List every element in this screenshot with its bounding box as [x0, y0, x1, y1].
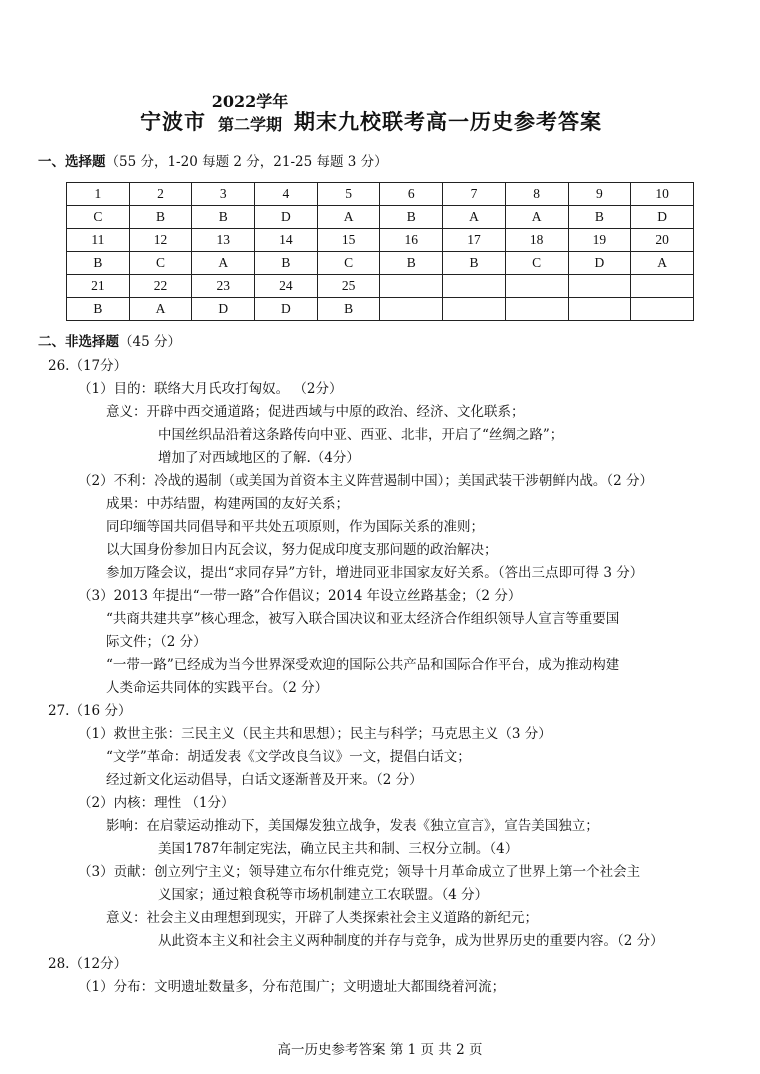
title-rest: 期末九校联考高一历史参考答案: [294, 109, 602, 134]
section-1-label: 一、选择题: [38, 154, 106, 170]
answer-line: （2）不利：冷战的遏制（或美国为首资本主义阵营遏制中国）；美国武装干涉朝鲜内战。（2 分）: [78, 473, 653, 489]
answer-line: 成果：中苏结盟，构建两国的友好关系；: [106, 496, 349, 512]
question-number-cell: 11: [67, 229, 130, 252]
question-number-cell: 19: [568, 229, 631, 252]
question-number-cell: 9: [568, 183, 631, 206]
answer-line: 同印缅等国共同倡导和平共处五项原则，作为国际关系的准则；: [106, 519, 484, 535]
title-term: 第二学期: [217, 115, 282, 134]
question-number-cell: 5: [317, 183, 380, 206]
question-number-cell: 12: [129, 229, 192, 252]
answer-line: 人类命运共同体的实践平台。（2 分）: [106, 680, 329, 696]
question-number-row: [67, 275, 694, 298]
question-number-cell: 7: [443, 183, 506, 206]
question-number-cell: [568, 275, 631, 298]
question-number-cell: [443, 275, 506, 298]
answer-letter-cell: [443, 298, 506, 321]
answer-letter-cell: B: [129, 206, 192, 229]
section-2-label: 二、非选择题: [38, 334, 119, 350]
answer-letter-cell: B: [317, 298, 380, 321]
answer-letter-cell: B: [443, 252, 506, 275]
section-2-heading: [38, 330, 181, 354]
answer-letter-cell: B: [568, 206, 631, 229]
answer-line: 以大国身份参加日内瓦会议，努力促成印度支那问题的政治解决；: [106, 542, 498, 558]
answer-letter-cell: A: [631, 252, 694, 275]
question-number-cell: 1: [67, 183, 130, 206]
question-number-cell: 21: [67, 275, 130, 298]
answer-letter-cell: A: [129, 298, 192, 321]
question-number-cell: 6: [380, 183, 443, 206]
question-number-row: [67, 183, 694, 206]
title-year-term: [210, 90, 290, 136]
answer-letter-cell: [568, 298, 631, 321]
q27-header: 27.（16 分）: [48, 703, 132, 719]
answer-letter-cell: D: [255, 298, 318, 321]
question-number-cell: [505, 275, 568, 298]
section-1-heading: [38, 150, 388, 174]
answer-letter-cell: A: [505, 206, 568, 229]
answer-letter-cell: [505, 298, 568, 321]
answer-line: 美国1787年制定宪法，确立民主共和制、三权分立制。（4）: [158, 841, 519, 857]
answer-line: 中国丝织品沿着这条路传向中亚、西亚、北非，开启了“丝绸之路”；: [158, 427, 564, 443]
answer-line: （3）贡献：创立列宁主义；领导建立布尔什维克党；领导十月革命成立了世界上第一个社会主: [78, 864, 641, 880]
answer-line: 意义：社会主义由理想到现实，开辟了人类探索社会主义道路的新纪元；: [106, 910, 538, 926]
question-number-cell: 22: [129, 275, 192, 298]
answer-letter-cell: B: [67, 252, 130, 275]
answer-line: （1）分布：文明遗址数量多，分布范围广；文明遗址大都围绕着河流；: [78, 979, 506, 995]
answer-line: 影响：在启蒙运动推动下，美国爆发独立战争，发表《独立宣言》，宣告美国独立；: [106, 818, 599, 834]
answer-letter-cell: B: [380, 206, 443, 229]
answer-line: 从此资本主义和社会主义两种制度的并存与竞争，成为世界历史的重要内容。（2 分）: [158, 933, 664, 949]
question-number-cell: 25: [317, 275, 380, 298]
document-title: [0, 90, 760, 144]
answer-letter-cell: C: [67, 206, 130, 229]
answer-line: “文学”革命：胡适发表《文学改良刍议》一文，提倡白话文；: [106, 749, 471, 765]
question-number-cell: 17: [443, 229, 506, 252]
answer-letter-cell: B: [380, 252, 443, 275]
answer-line: （3）2013 年提出“一带一路”合作倡议；2014 年设立丝路基金；（2 分）: [78, 588, 522, 604]
answer-letter-cell: D: [568, 252, 631, 275]
question-number-cell: 10: [631, 183, 694, 206]
q28-header: 28.（12分）: [48, 956, 128, 972]
question-number-cell: 2: [129, 183, 192, 206]
question-number-cell: 14: [255, 229, 318, 252]
title-city: 宁波市: [140, 109, 206, 134]
answer-letter-cell: C: [505, 252, 568, 275]
question-number-cell: 4: [255, 183, 318, 206]
answer-line: 参加万隆会议，提出“求同存异”方针，增进同亚非国家友好关系。（答出三点即可得 3 分）: [106, 565, 644, 581]
answer-letter-cell: D: [631, 206, 694, 229]
answer-letter-cell: A: [443, 206, 506, 229]
answer-line: 意义：开辟中西交通道路；促进西域与中原的政治、经济、文化联系；: [106, 404, 525, 420]
answer-letter-cell: [631, 298, 694, 321]
title-year: 2022学年: [211, 92, 289, 111]
answer-line: “一带一路”已经成为当今世界深受欢迎的国际公共产品和国际合作平台，成为推动构建: [106, 657, 620, 673]
answer-letter-row: [67, 252, 694, 275]
answer-line: 增加了对西域地区的了解.（4分）: [158, 450, 360, 466]
question-number-cell: [380, 275, 443, 298]
section-1-note: （55 分，1-20 每题 2 分，21-25 每题 3 分）: [105, 154, 388, 170]
answer-letter-cell: D: [192, 298, 255, 321]
question-number-cell: 16: [380, 229, 443, 252]
answer-line: 经过新文化运动倡导，白话文逐渐普及开来。（2 分）: [106, 772, 423, 788]
answer-line: 际文件；（2 分）: [106, 634, 207, 650]
question-number-cell: 20: [631, 229, 694, 252]
answer-letter-cell: C: [129, 252, 192, 275]
answer-letter-cell: B: [255, 252, 318, 275]
question-number-cell: 3: [192, 183, 255, 206]
section-2-note: （45 分）: [119, 334, 181, 350]
question-number-row: [67, 229, 694, 252]
question-number-cell: 18: [505, 229, 568, 252]
question-number-cell: 23: [192, 275, 255, 298]
answer-line: 义国家；通过粮食税等市场机制建立工农联盟。（4 分）: [158, 887, 489, 903]
answer-letter-cell: C: [317, 252, 380, 275]
answer-line: “共商共建共享”核心理念，被写入联合国决议和亚太经济合作组织领导人宣言等重要国: [106, 611, 620, 627]
question-number-cell: 8: [505, 183, 568, 206]
page-footer: 高一历史参考答案 第 1 页 共 2 页: [277, 1042, 483, 1058]
question-number-cell: 15: [317, 229, 380, 252]
answer-letter-cell: A: [317, 206, 380, 229]
question-number-cell: 24: [255, 275, 318, 298]
q26-header: 26.（17分）: [48, 358, 128, 374]
answer-line: （1）救世主张：三民主义（民主共和思想）；民主与科学；马克思主义（3 分）: [78, 726, 552, 742]
answer-table: [66, 182, 694, 321]
answer-letter-cell: A: [192, 252, 255, 275]
answer-line: （2）内核：理性 （1分）: [78, 795, 235, 811]
answer-letter-cell: [380, 298, 443, 321]
answer-letter-cell: B: [67, 298, 130, 321]
answer-letter-row: [67, 206, 694, 229]
answer-letter-cell: B: [192, 206, 255, 229]
answer-letter-row: [67, 298, 694, 321]
answer-line: （1）目的：联络大月氏攻打匈奴。 （2分）: [78, 381, 343, 397]
question-number-cell: 13: [192, 229, 255, 252]
answer-letter-cell: D: [255, 206, 318, 229]
question-number-cell: [631, 275, 694, 298]
